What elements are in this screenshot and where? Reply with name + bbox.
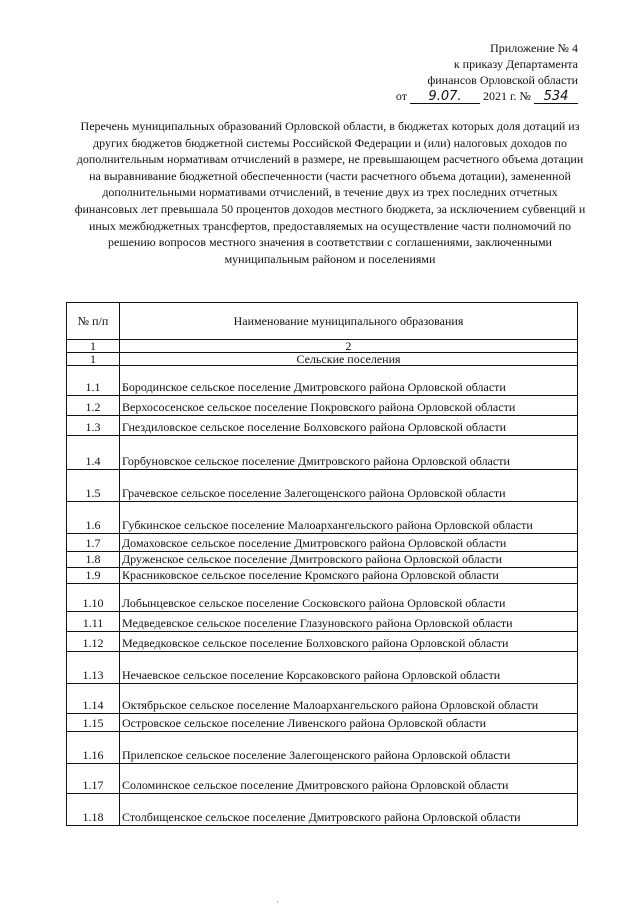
table-row <box>67 568 578 584</box>
row-number: 1.9 <box>67 568 120 584</box>
row-municipality-name: Друженское сельское поселение Дмитровского района Орловской области <box>120 552 578 568</box>
row-municipality-name: Нечаевское сельское поселение Корсаковского района Орловской области <box>120 652 578 684</box>
order-date-number-line <box>396 88 578 104</box>
row-municipality-name: Красниковское сельское поселение Кромского района Орловской области <box>120 568 578 584</box>
table-row <box>67 714 578 732</box>
row-number: 1.18 <box>67 794 120 826</box>
appendix-department: финансов Орловской области <box>427 73 578 87</box>
section-number: 1 <box>67 353 120 366</box>
header-name: Наименование муниципального образования <box>120 303 578 340</box>
table-row <box>67 366 578 396</box>
row-number: 1.6 <box>67 502 120 534</box>
row-municipality-name: Домаховское сельское поселение Дмитровского района Орловской области <box>120 534 578 552</box>
row-number: 1.1 <box>67 366 120 396</box>
row-municipality-name: Медведковское сельское поселение Болховского района Орловской области <box>120 632 578 652</box>
section-row <box>67 353 578 366</box>
row-municipality-name: Медведевское сельское поселение Глазуновского района Орловской области <box>120 612 578 632</box>
row-number: 1.8 <box>67 552 120 568</box>
section-name: Сельские поселения <box>120 353 578 366</box>
column-number-2: 2 <box>120 340 578 353</box>
order-number-handwritten: 534 <box>534 90 578 104</box>
row-municipality-name: Горбуновское сельское поселение Дмитровского района Орловской области <box>120 436 578 470</box>
row-municipality-name: Лобынцевское сельское поселение Сосковского района Орловской области <box>120 584 578 612</box>
row-municipality-name: Столбищенское сельское поселение Дмитровского района Орловской области <box>120 794 578 826</box>
table-row <box>67 584 578 612</box>
row-municipality-name: Октябрьское сельское поселение Малоархангельского района Орловской области <box>120 684 578 714</box>
appendix-label: Приложение № 4 <box>490 41 578 55</box>
row-number: 1.7 <box>67 534 120 552</box>
row-number: 1.11 <box>67 612 120 632</box>
page-mark: · <box>276 898 279 907</box>
order-date-handwritten: 9.07. <box>410 90 480 104</box>
appendix-header <box>396 40 578 104</box>
row-number: 1.16 <box>67 732 120 764</box>
appendix-order-ref: к приказу Департамента <box>453 57 578 71</box>
row-number: 1.15 <box>67 714 120 732</box>
table-row <box>67 416 578 436</box>
row-municipality-name: Соломинское сельское поселение Дмитровского района Орловской области <box>120 764 578 794</box>
row-number: 1.2 <box>67 396 120 416</box>
column-number-row <box>67 340 578 353</box>
row-municipality-name: Грачевское сельское поселение Залегощенского района Орловской области <box>120 470 578 502</box>
row-number: 1.14 <box>67 684 120 714</box>
table-row <box>67 436 578 470</box>
table-row <box>67 632 578 652</box>
row-municipality-name: Губкинское сельское поселение Малоархангельского района Орловской области <box>120 502 578 534</box>
table-row <box>67 684 578 714</box>
table-row <box>67 534 578 552</box>
row-number: 1.17 <box>67 764 120 794</box>
table-row <box>67 396 578 416</box>
row-number: 1.5 <box>67 470 120 502</box>
order-year: 2021 г. № <box>482 89 531 103</box>
row-number: 1.10 <box>67 584 120 612</box>
row-municipality-name: Гнездиловское сельское поселение Болховского района Орловской области <box>120 416 578 436</box>
table-row <box>67 652 578 684</box>
row-municipality-name: Островское сельское поселение Ливенского района Орловской области <box>120 714 578 732</box>
order-prefix: от <box>395 89 407 103</box>
row-number: 1.3 <box>67 416 120 436</box>
document-title: Перечень муниципальных образований Орловской области, в бюджетах которых доля дотаций из других бюджетов бюджетной системы Российской Федерации и (или) налоговых доходов по дополнительным нормативам отчислений в размере, не превышающем расчетного объема дотации на выравнивание бюджетной обеспеченности (части расчетного объема дотации), замененной дополнительными нормативами отчислений, в течение двух из трех последних отчетных финансовых лет превышала 50 процентов доходов местного бюджета, за исключением субвенций и иных межбюджетных трансфертов, предоставляемых на осуществление части полномочий по решению вопросов местного значения в соответствии с соглашениями, заключенными муниципальным районом и поселениями <box>74 119 586 266</box>
row-number: 1.13 <box>67 652 120 684</box>
table-row <box>67 552 578 568</box>
row-municipality-name: Прилепское сельское поселение Залегощенского района Орловской области <box>120 732 578 764</box>
row-number: 1.12 <box>67 632 120 652</box>
table-row <box>67 732 578 764</box>
municipalities-table <box>66 302 578 826</box>
row-municipality-name: Верхососенское сельское поселение Покровского района Орловской области <box>120 396 578 416</box>
row-number: 1.4 <box>67 436 120 470</box>
header-number: № п/п <box>67 303 120 340</box>
table-header-row <box>67 303 578 340</box>
column-number-1: 1 <box>67 340 120 353</box>
table-row <box>67 502 578 534</box>
row-municipality-name: Бородинское сельское поселение Дмитровского района Орловской области <box>120 366 578 396</box>
table-row <box>67 764 578 794</box>
table-row <box>67 470 578 502</box>
table-row <box>67 612 578 632</box>
table-row <box>67 794 578 826</box>
